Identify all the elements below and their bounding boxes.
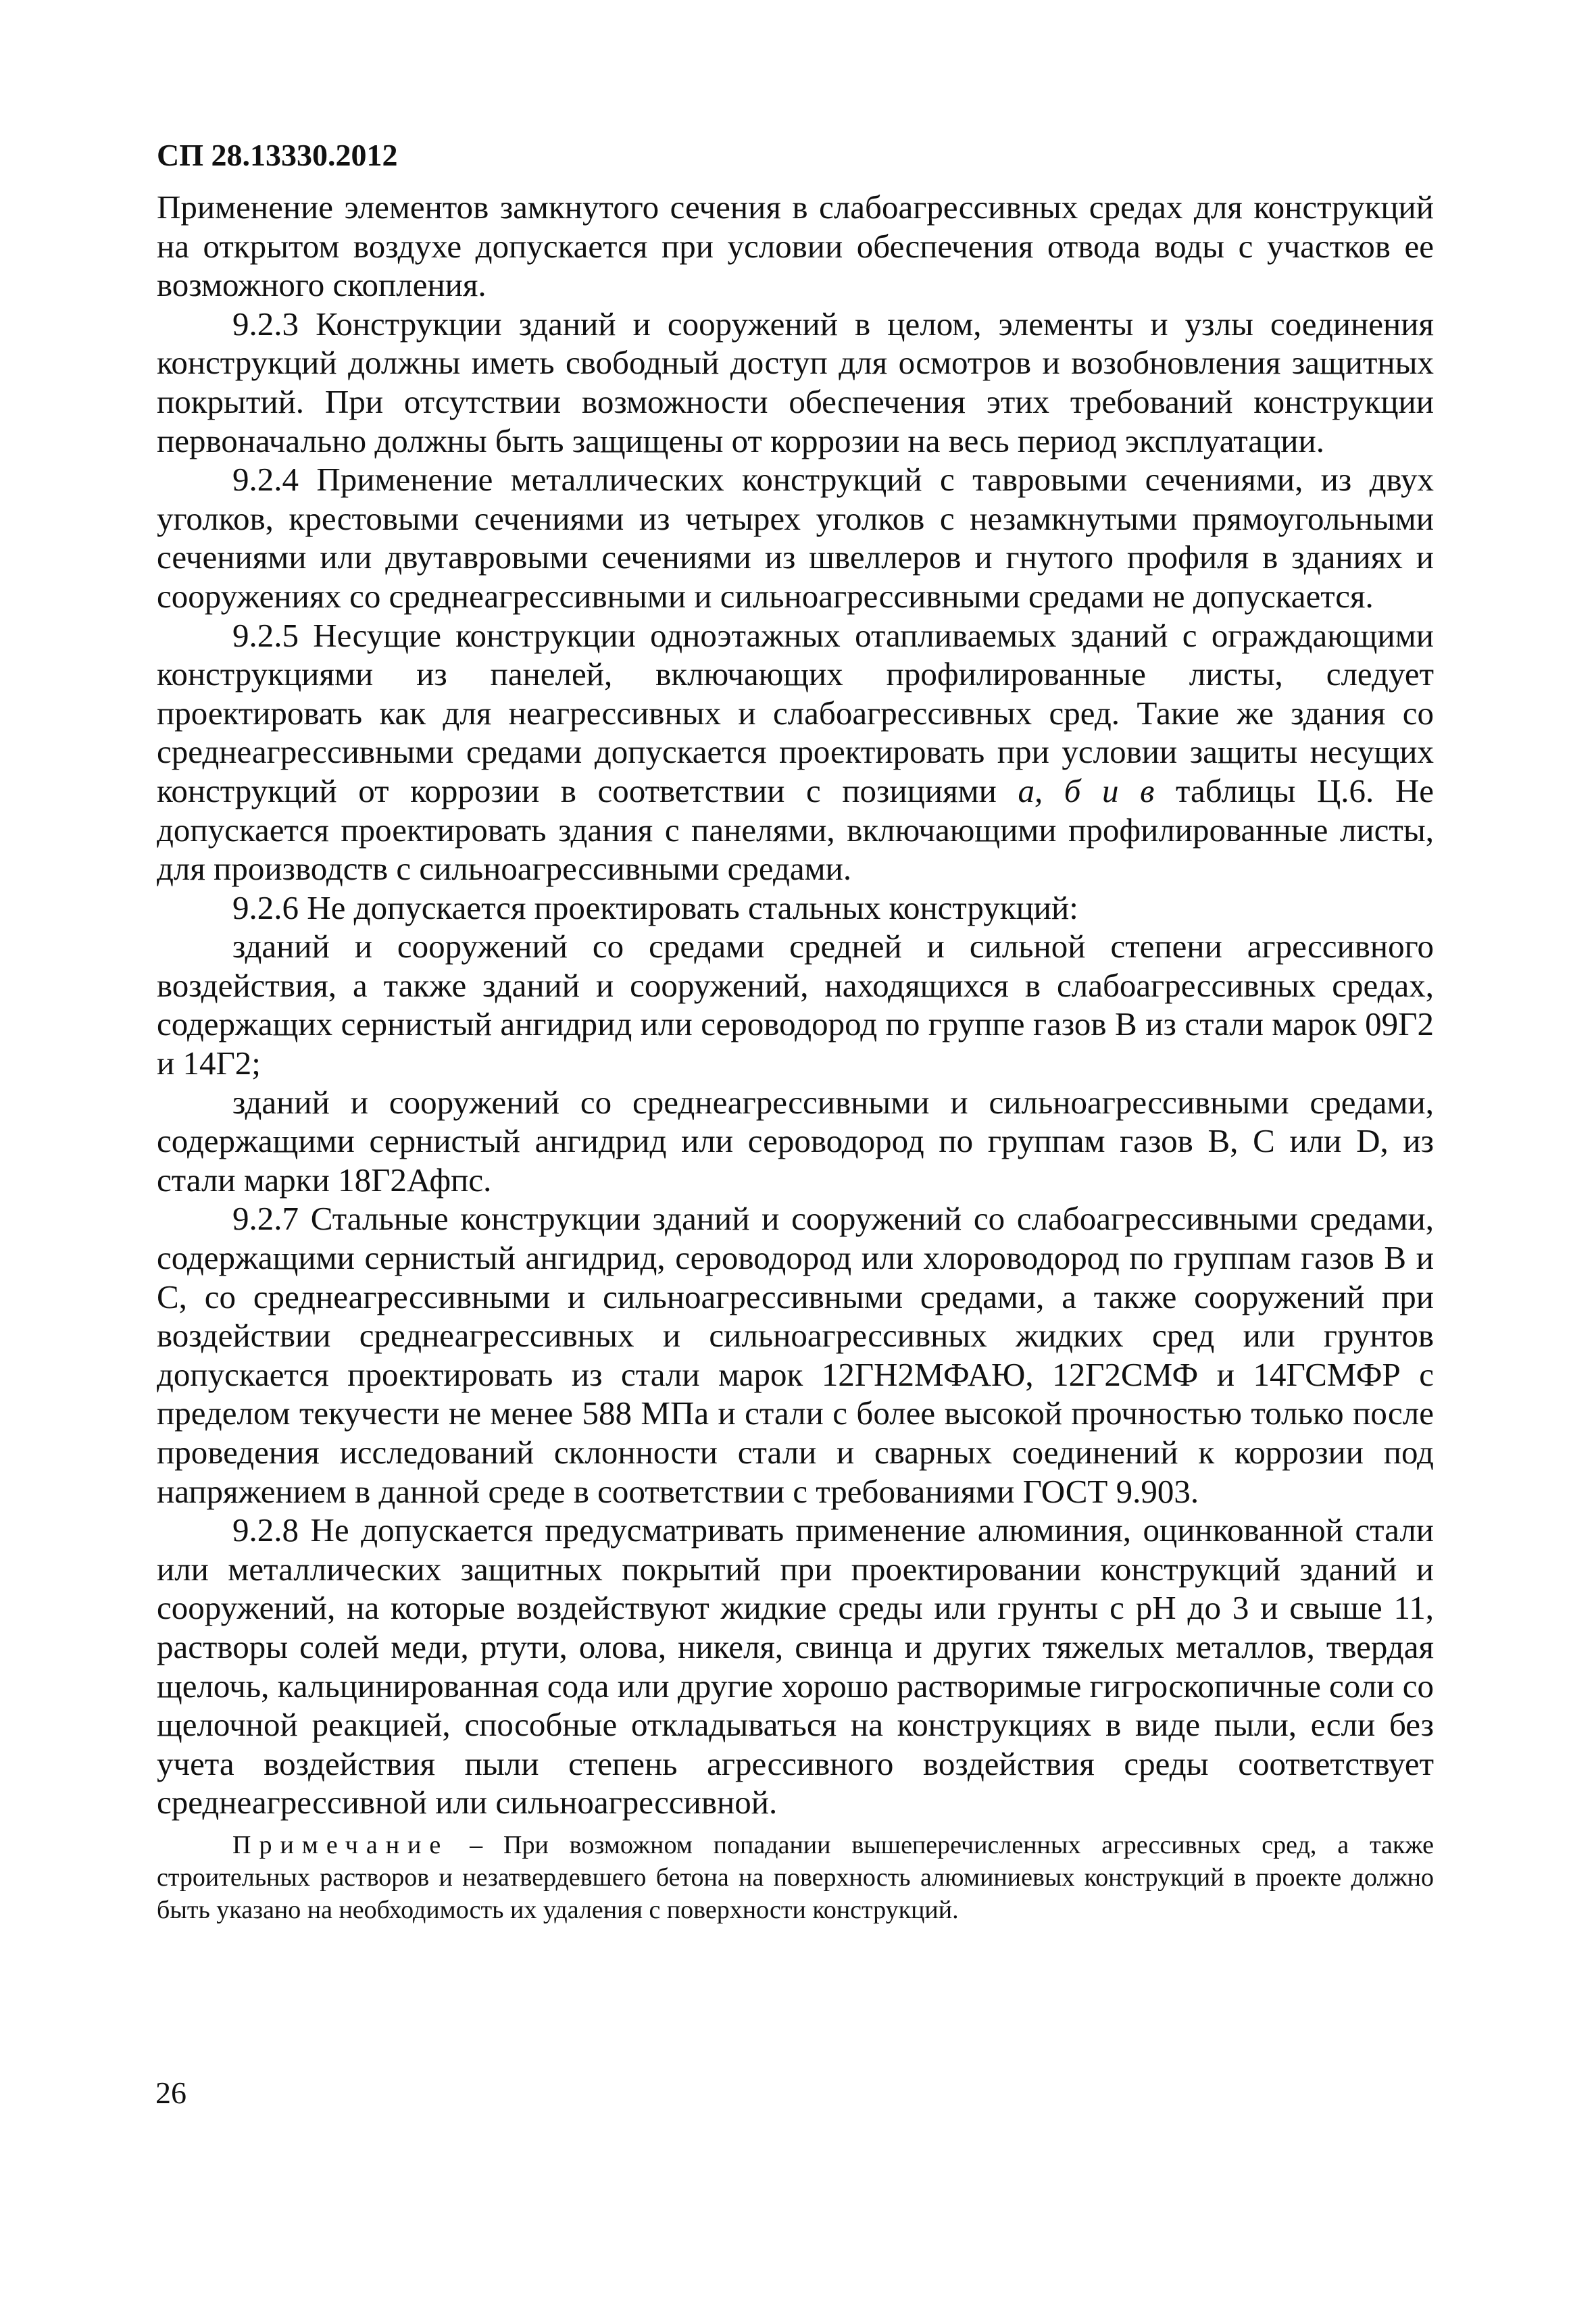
paragraph-9-2-6-item-2: зданий и сооружений со среднеагрессивными и сильноагрессивными средами, содержащими сернистый ангидрид или сероводород по группам газов В, С или D, из стали марки 18Г2Афпс. xyxy=(157,1083,1434,1199)
paragraph-9-2-5-text-end: таблицы Ц.6. Не допускается проектировать здания с панелями, включающими профилированные листы, для производств с сильноагрессивными средами. xyxy=(157,772,1434,888)
note-text: – При возможном попадании вышеперечисленных агрессивных сред, а также строительных растворов и незатвердевшего бетона на поверхность алюминиевых конструкций в проекте должно быть указано на необходимость их удаления с поверхности конструкций. xyxy=(157,1830,1434,1924)
note-label: Примечание xyxy=(232,1830,449,1859)
paragraph-9-2-5-text-start: 9.2.5 Несущие конструкции одноэтажных отапливаемых зданий с ограждающими конструкциями из панелей, включающих профилированные листы, следует проектировать как для неагрессивных и слабоагрессивных сред. Такие же здания со среднеагрессивными средами допускается проектировать при условии защиты несущих конструкций от коррозии в соответствии с позициями xyxy=(157,616,1434,809)
paragraph-9-2-6: 9.2.6 Не допускается проектировать стальных конструкций: xyxy=(232,888,1078,926)
page-number: 26 xyxy=(155,2076,186,2110)
positions-italic-text: а, б и в xyxy=(1018,772,1155,809)
paragraph-9-2-5 xyxy=(157,616,1434,888)
paragraph-9-2-3: 9.2.3 Конструкции зданий и сооружений в целом, элементы и узлы соединения конструкций должны иметь свободный доступ для осмотров и возобновления защитных покрытий. При отсутствии возможности обеспечения этих требований конструкции первоначально должны быть защищены от коррозии на весь период эксплуатации. xyxy=(157,305,1434,459)
paragraph-9-2-7: 9.2.7 Стальные конструкции зданий и сооружений со слабоагрессивными средами, содержащими сернистый ангидрид, сероводород или хлороводород по группам газов В и С, со среднеагрессивными и сильноагрессивными средами, а также сооружений при воздействии среднеагрессивных и сильноагрессивных жидких сред или грунтов допускается проектировать из стали марок 12ГН2МФАЮ, 12Г2СМФ и 14ГСМФР с пределом текучести не менее 588 МПа и стали с более высокой прочностью только после проведения исследований склонности стали и сварных соединений к коррозии под напряжением в данной среде в соответствии с требованиями ГОСТ 9.903. xyxy=(157,1200,1434,1510)
document-code-header: СП 28.13330.2012 xyxy=(157,138,398,172)
paragraph-9-2-6-item-1: зданий и сооружений со средами средней и сильной степени агрессивного воздействия, а также зданий и сооружений, находящихся в слабоагрессивных средах, содержащих сернистый ангидрид или сероводород по группе газов В из стали марок 09Г2 и 14Г2; xyxy=(157,928,1434,1082)
document-page xyxy=(157,135,1434,1952)
paragraph-9-2-4: 9.2.4 Применение металлических конструкций с тавровыми сечениями, из двух уголков, крестовыми сечениями из четырех уголков с незамкнутыми прямоугольными сечениями или двутавровыми сечениями из швеллеров и гнутого профиля в зданиях и сооружениях со среднеагрессивными и сильноагрессивными средами не допускается. xyxy=(157,461,1434,615)
paragraph-9-2-8: 9.2.8 Не допускается предусматривать применение алюминия, оцинкованной стали или металлических защитных покрытий при проектировании конструкций зданий и сооружений, на которые воздействуют жидкие среды или грунты с pH до 3 и свыше 11, растворы солей меди, ртути, олова, никеля, свинца и других тяжелых металлов, твердая щелочь, кальцинированная сода или другие хорошо растворимые гигроскопичные соли со щелочной реакцией, способные откладываться на конструкциях в виде пыли, если без учета воздействия пыли степень агрессивного воздействия среды соответствует среднеагрессивной или сильноагрессивной. xyxy=(157,1511,1434,1821)
paragraph-continuation: Применение элементов замкнутого сечения в слабоагрессивных средах для конструкций на открытом воздухе допускается при условии обеспечения отвода воды с участков ее возможного скопления. xyxy=(157,188,1434,304)
note-block xyxy=(157,1829,1434,1926)
